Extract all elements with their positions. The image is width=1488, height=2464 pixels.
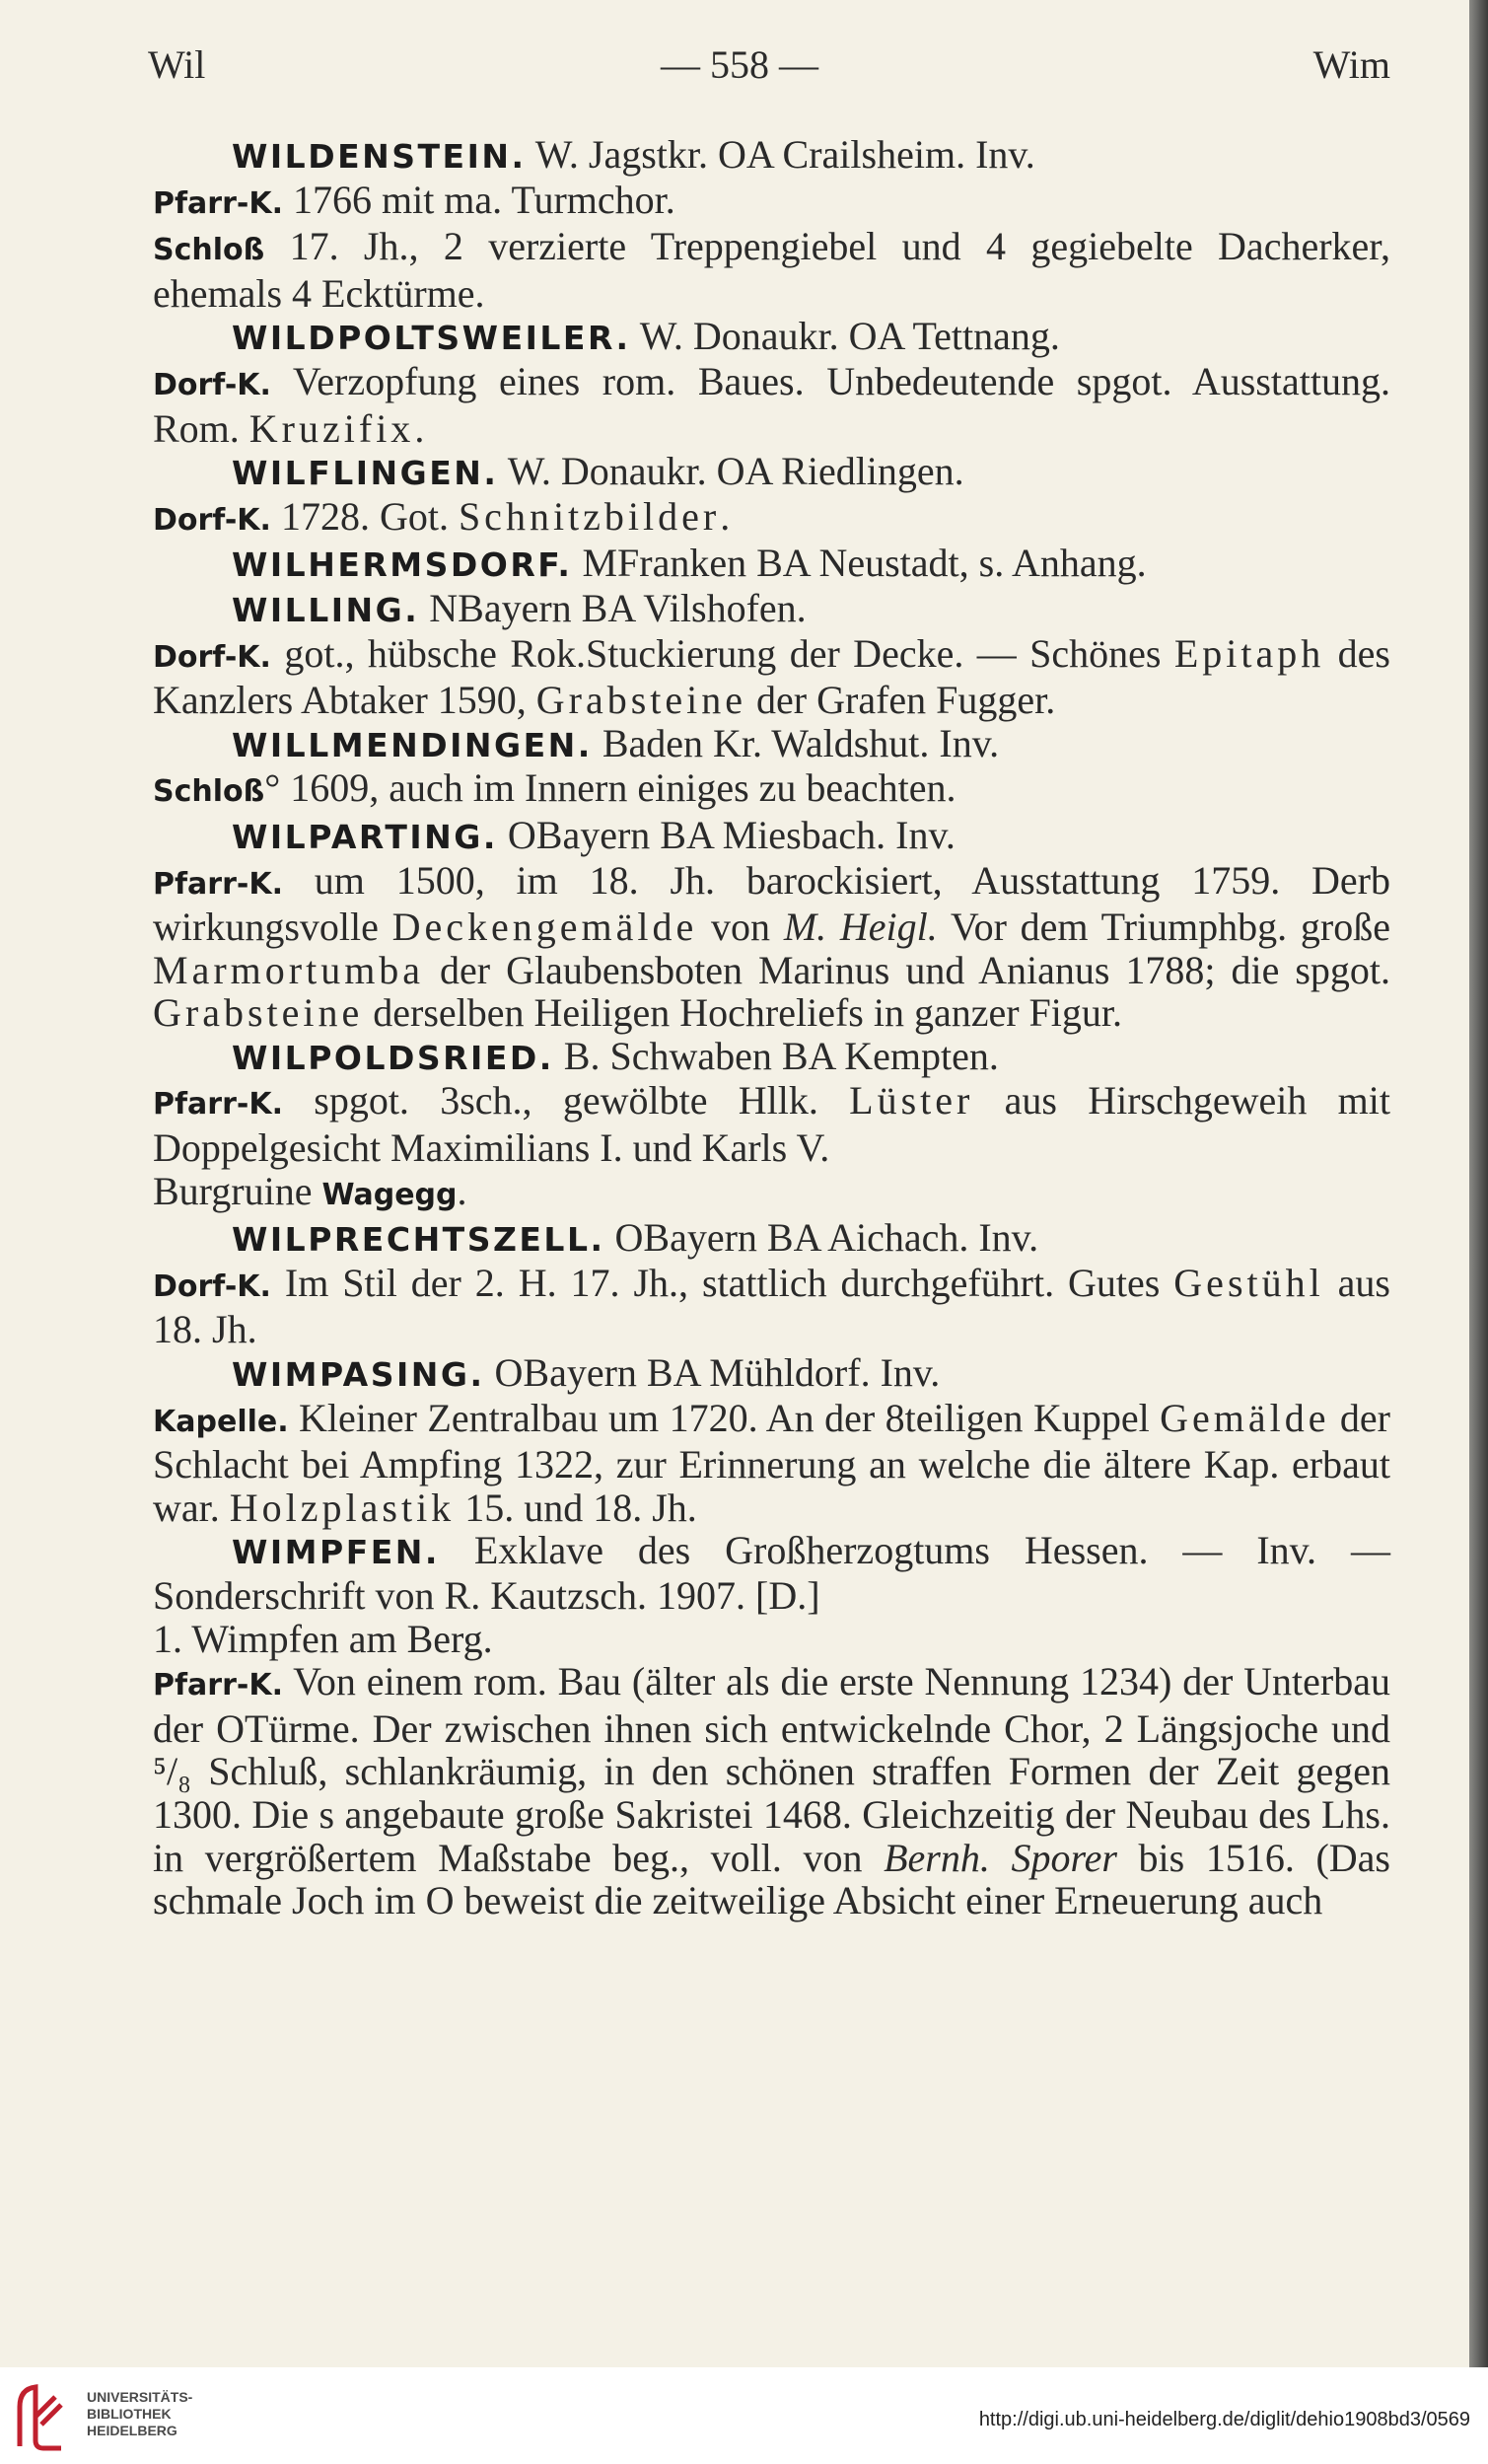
entry-label: Dorf-K. <box>153 502 271 538</box>
entry-text: . <box>720 493 731 539</box>
entry-text: . <box>414 405 425 451</box>
entry-paragraph <box>153 1351 1390 1397</box>
entry-text: OBayern BA Mühldorf. Inv. <box>484 1350 941 1396</box>
entry-text: 15. und 18. Jh. <box>455 1485 697 1530</box>
page-number: — 558 — <box>661 42 818 87</box>
entry-label: Pfarr-K. <box>153 1087 283 1123</box>
entry-paragraph <box>153 542 1390 587</box>
institution-line: UNIVERSITÄTS- <box>87 2389 193 2405</box>
entry-paragraph <box>153 1660 1390 1922</box>
entry-text: NBayern BA Vilshofen. <box>419 585 807 630</box>
entry-text: Exklave des Großherzogtums Hessen. — Inv. — Sonderschrift von R. Kautzsch. 1907. [D.] <box>153 1528 1390 1618</box>
entry-text: der Glaubensboten Marinus und Anianus 1788; die spgot. <box>424 947 1390 992</box>
spaced-term: Kruzifix <box>248 405 415 451</box>
spaced-term: Gemälde <box>1160 1395 1330 1440</box>
entry-label: Dorf-K. <box>153 367 271 402</box>
entry-label: Pfarr-K. <box>153 185 283 221</box>
entry-headword: WILFLINGEN. <box>232 454 499 493</box>
entry-text: der Grafen Fugger. <box>746 678 1056 723</box>
entry-label: Wagegg <box>321 1177 458 1212</box>
entry-paragraph <box>153 1216 1390 1262</box>
entry-text: bis 1516. (Das schmale Joch im O beweist die zeitweilige Absicht einer Erneuerung auch <box>153 1835 1391 1923</box>
italic-name: M. Heigl. <box>783 905 938 950</box>
header-left-keyword: Wil <box>148 42 206 87</box>
entry-text: spgot. 3sch., gewölbte Hllk. <box>282 1078 850 1123</box>
entry-headword: WILHERMSDORF. <box>232 545 573 585</box>
entry-text: Von einem rom. Bau (älter als die erste Nennung 1234) der Unterbau der OTürme. Der zwischen ihnen sich entwickelnde Chor, 2 Längsjoche und ⁵/₈ Schluß, schlankräumig, in den schönen straffen Formen der Zeit gegen 1300. Die s angebaute große Sakristei 1468. Gleichzeitig der Neubau des Lhs. in vergrößertem Maßstabe beg., voll. von <box>153 1659 1390 1880</box>
entry-paragraph <box>153 360 1390 450</box>
entry-text: der Schlacht bei Ampfing 1322, zur Erinnerung an welche die ältere Kap. erbaut war. <box>153 1395 1391 1530</box>
entry-text: Burgruine <box>153 1168 322 1213</box>
entry-text: W. Donaukr. OA Tettnang. <box>630 314 1060 359</box>
entry-paragraph <box>153 1618 1390 1661</box>
spaced-term: Holzplastik <box>229 1485 456 1530</box>
entry-text: OBayern BA Miesbach. Inv. <box>497 812 956 857</box>
entry-paragraph <box>153 1397 1390 1530</box>
entry-headword: WILLMENDINGEN. <box>232 725 593 764</box>
institution-name <box>87 2389 192 2439</box>
entry-label: Pfarr-K. <box>153 1668 283 1703</box>
spaced-term: Grabsteine <box>535 678 747 723</box>
entry-paragraph <box>153 722 1390 767</box>
entry-text: Im Stil der 2. H. 17. Jh., stattlich durchgeführt. Gutes <box>270 1260 1174 1305</box>
entry-paragraph <box>153 1035 1390 1080</box>
entry-text: . <box>457 1168 467 1213</box>
entry-text: W. Donaukr. OA Riedlingen. <box>498 449 964 494</box>
entry-text: B. Schwaben BA Kempten. <box>553 1033 999 1078</box>
entry-paragraph <box>153 766 1390 814</box>
entry-headword: WIMPFEN. <box>232 1533 440 1572</box>
library-logo-icon <box>12 2377 71 2456</box>
entry-paragraph <box>153 1170 1390 1217</box>
entry-headword: WILDENSTEIN. <box>232 137 527 176</box>
entry-text: MFranken BA Neustadt, s. Anhang. <box>572 541 1147 586</box>
entry-headword: WILLING. <box>232 590 420 629</box>
entry-text: 1728. Got. <box>270 493 459 539</box>
entry-headword: WIMPASING. <box>232 1355 485 1395</box>
institution-line: HEIDELBERG <box>87 2423 177 2438</box>
entry-text: aus Hirschgeweih mit Doppelgesicht Maximilians I. und Karls V. <box>153 1078 1390 1171</box>
entry-paragraph <box>153 133 1390 179</box>
body-text <box>153 133 1390 1922</box>
entry-label: Kapelle. <box>153 1404 289 1439</box>
entry-paragraph <box>153 632 1390 722</box>
entry-label: Dorf-K. <box>153 1268 271 1304</box>
entry-text: 17. Jh., 2 verzierte Treppengiebel und 4 gegiebelte Dacherker, ehemals 4 Ecktürme. <box>153 224 1390 316</box>
page-edge-shadow <box>1469 0 1488 2367</box>
entry-paragraph <box>153 1529 1390 1617</box>
running-header <box>0 41 1469 91</box>
spaced-term: Grabsteine <box>153 990 364 1036</box>
entry-headword: WILPOLDSRIED. <box>232 1038 554 1077</box>
italic-name: Bernh. Sporer <box>884 1835 1117 1880</box>
spaced-term: Lüster <box>849 1078 974 1123</box>
entry-paragraph <box>153 1079 1390 1169</box>
spaced-term: Marmortumba <box>153 947 425 992</box>
spaced-term: Deckengemälde <box>391 905 698 950</box>
entry-text: von <box>697 905 784 950</box>
entry-label: Pfarr-K. <box>153 866 283 902</box>
entry-text: derselben Heiligen Hochreliefs in ganzer Figur. <box>363 990 1123 1036</box>
entry-paragraph <box>153 587 1390 632</box>
spaced-term: Schnitzbilder <box>458 493 721 539</box>
entry-text: Baden Kr. Waldshut. Inv. <box>592 720 1000 765</box>
entry-paragraph <box>153 859 1390 1035</box>
entry-text: um 1500, im 18. Jh. barockisiert, Ausstattung 1759. Derb wirkungsvolle <box>153 857 1390 950</box>
spaced-term: Epitaph <box>1173 630 1325 676</box>
entry-label: Dorf-K. <box>153 639 271 675</box>
entry-text: W. Jagstkr. OA Crailsheim. Inv. <box>526 132 1035 177</box>
entry-text: Verzopfung eines rom. Baues. Unbedeutende spgot. Ausstattung. Rom. <box>153 358 1390 451</box>
entry-paragraph <box>153 225 1390 315</box>
entry-headword: WILDPOLTSWEILER. <box>232 319 631 358</box>
entry-text: ° 1609, auch im Innern einiges zu beachten. <box>264 765 957 811</box>
entry-paragraph <box>153 179 1390 226</box>
entry-headword: WILPARTING. <box>232 817 498 856</box>
entry-text: OBayern BA Aichach. Inv. <box>604 1215 1039 1261</box>
entry-text: got., hübsche Rok.Stuckierung der Decke. — Schönes <box>270 630 1174 676</box>
entry-paragraph <box>153 495 1390 543</box>
entry-text: 1. Wimpfen am Berg. <box>153 1616 493 1661</box>
entry-headword: WILPRECHTSZELL. <box>232 1220 605 1260</box>
source-url[interactable]: http://digi.ub.uni-heidelberg.de/diglit/dehio1908bd3/0569 <box>978 2409 1470 2430</box>
entry-paragraph <box>153 315 1390 360</box>
spaced-term: Gestühl <box>1173 1260 1324 1305</box>
institution-line: BIBLIOTHEK <box>87 2406 172 2422</box>
footer <box>0 2367 1488 2464</box>
entry-paragraph <box>153 1262 1390 1351</box>
entry-text: Vor dem Triumphbg. große <box>937 905 1391 950</box>
entry-label: Schloß <box>153 774 265 810</box>
entry-paragraph <box>153 450 1390 495</box>
entry-text: Kleiner Zentralbau um 1720. An der 8teiligen Kuppel <box>288 1395 1161 1440</box>
header-right-keyword: Wim <box>1312 42 1390 87</box>
entry-text: aus 18. Jh. <box>153 1260 1390 1352</box>
entry-text: 1766 mit ma. Turmchor. <box>282 177 675 222</box>
entry-paragraph <box>153 814 1390 859</box>
entry-text: des Kanzlers Abtaker 1590, <box>153 630 1390 723</box>
entry-label: Schloß <box>153 233 265 268</box>
